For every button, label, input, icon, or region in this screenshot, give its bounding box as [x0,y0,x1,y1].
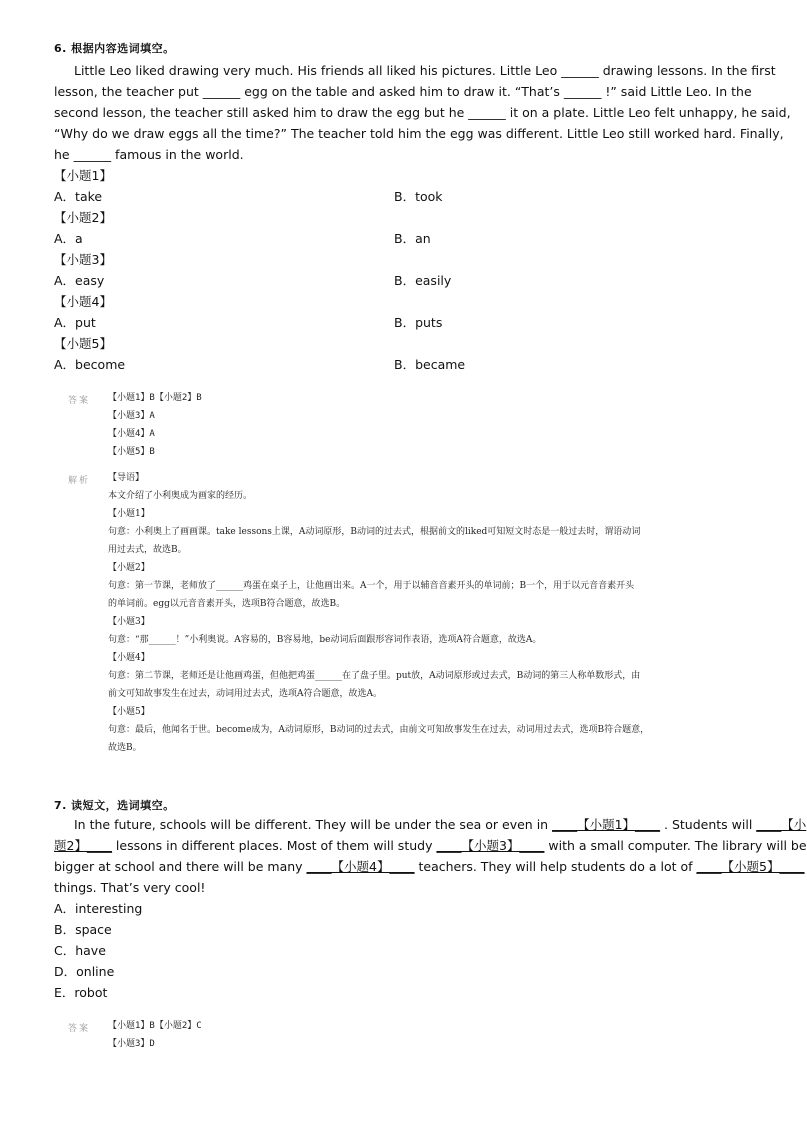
analysis-line: 用过去式，故选B。 [108,545,187,555]
q7-text: . Students will [660,817,757,832]
analysis-line: 【小题3】 [108,617,150,627]
q7-answers [108,1017,728,1053]
q7-text: bigger at school and there will be many [54,859,307,874]
question-6-title: 6. 根据内容选词填空。 [54,42,175,55]
q7-option-a: A．interesting [54,901,143,916]
q6-item-1-option-b: B．took [394,189,443,204]
q6-answer-line: 【小题3】A [108,411,155,421]
analysis-line: 句意：小利奥上了画画课。take lessons上课，A动词原形，B动词的过去式，根据前文的liked可知短文时态是一般过去时，谓语动词 [108,527,641,537]
q6-answer-line: 【小题4】A [108,429,155,439]
analysis-line: 的单词前。egg以元音音素开头，选项B符合题意，故选B。 [108,599,346,609]
analysis-line: 句意：“那______！”小利奥说。A容易的，B容易地，be动词后面跟形容词作表语，选项A符合题意，故选A。 [108,635,542,645]
q6-item-4-option-a: A．put [54,315,96,330]
analysis-line: 句意：第二节课，老师还是让他画鸡蛋，但他把鸡蛋______在了盘子里。put放，A动词原形或过去式，B动词的第三人称单数形式，由 [108,671,641,681]
q6-item-2-label: 【小题2】 [54,210,112,225]
q6-item-5-option-a: A．become [54,357,126,372]
q6-item-4-label: 【小题4】 [54,294,112,309]
q7-blank-5: ____【小题5】____ [696,859,805,874]
analysis-line: 故选B。 [108,743,142,753]
q6-item-5-label: 【小题5】 [54,336,112,351]
q6-item-4-option-b: B．puts [394,315,443,330]
q6-analysis [108,469,728,757]
analysis-line: 【小题2】 [108,563,150,573]
q7-option-b: B．space [54,922,112,937]
analysis-line: 本文介绍了小利奥成为画家的经历。 [108,491,253,501]
q6-passage-line-1: Little Leo liked drawing very much. His friends all liked his pictures. Little Leo ______ drawing lessons. In the first [74,63,776,78]
analysis-line: 【小题4】 [108,653,150,663]
q7-text: teachers. They will help students do a lot of [414,859,697,874]
q7-option-d: D．online [54,964,115,979]
q6-passage-line-4: “Why do we draw eggs all the time?” The teacher told him the egg was different. Little Leo still worked hard. Finally, [54,126,784,141]
q7-answer-label: 答案 [68,1024,91,1034]
analysis-line: 【小题5】 [108,707,150,717]
q7-text: lessons in different places. Most of them will study [111,838,437,853]
q7-answer-line: 【小题3】D [108,1039,155,1049]
q7-option-e: E．robot [54,985,108,1000]
analysis-line: 【导语】 [108,473,145,483]
q7-blank-2-end: 题2】____ [54,838,112,853]
q7-text: with a small computer. The library will be [544,838,807,853]
q7-passage-line-3 [54,856,804,877]
q6-item-1-label: 【小题1】 [54,168,112,183]
q7-answer-line: 【小题1】B【小题2】C [108,1021,202,1031]
q6-item-2-option-b: B．an [394,231,431,246]
q6-passage-line-5: he ______ famous in the world. [54,147,244,162]
q7-blank-1: ____【小题1】____ [552,817,661,832]
q6-answer-line: 【小题5】B [108,447,155,457]
q6-answer-label: 答案 [68,396,91,406]
q6-passage-line-3: second lesson, the teacher still asked him to draw the egg but he ______ it on a plate. Little Leo felt unhappy, he said, [54,105,791,120]
q6-passage-line-2: lesson, the teacher put ______ egg on the table and asked him to draw it. “That’s ______ !” said Little Leo. In the [54,84,752,99]
q6-item-2-option-a: A．a [54,231,83,246]
q7-option-c: C．have [54,943,106,958]
q6-item-3-option-b: B．easily [394,273,452,288]
q7-blank-3: ____【小题3】____ [436,838,545,853]
q6-item-3-label: 【小题3】 [54,252,112,267]
q7-blank-4: ____【小题4】____ [306,859,415,874]
q7-passage-line-4 [54,877,205,898]
q7-blank-2-start: ____【小 [756,817,807,832]
q6-answers [108,389,728,461]
q6-answer-line: 【小题1】B【小题2】B [108,393,202,403]
question-7-title: 7. 读短文，选词填空。 [54,799,175,812]
q7-text: things. That’s very cool! [54,880,206,895]
analysis-line: 句意：最后，他闻名于世。become成为，A动词原形，B动词的过去式，由前文可知故事发生在过去，动词用过去式，选项B符合题意， [108,725,650,735]
q7-passage-line-2 [54,835,807,856]
analysis-line: 前文可知故事发生在过去，动词用过去式，选项A符合题意，故选A。 [108,689,383,699]
q7-passage-line-1 [74,814,806,835]
q6-analysis-label: 解析 [68,476,91,486]
q6-item-1-option-a: A．take [54,189,103,204]
analysis-line: 句意：第一节课，老师放了______鸡蛋在桌子上，让他画出来。A一个，用于以辅音音素开头的单词前；B一个，用于以元音音素开头 [108,581,635,591]
analysis-line: 【小题1】 [108,509,150,519]
q6-item-3-option-a: A．easy [54,273,105,288]
q6-item-5-option-b: B．became [394,357,466,372]
q7-text: In the future, schools will be different. They will be under the sea or even in [74,817,553,832]
